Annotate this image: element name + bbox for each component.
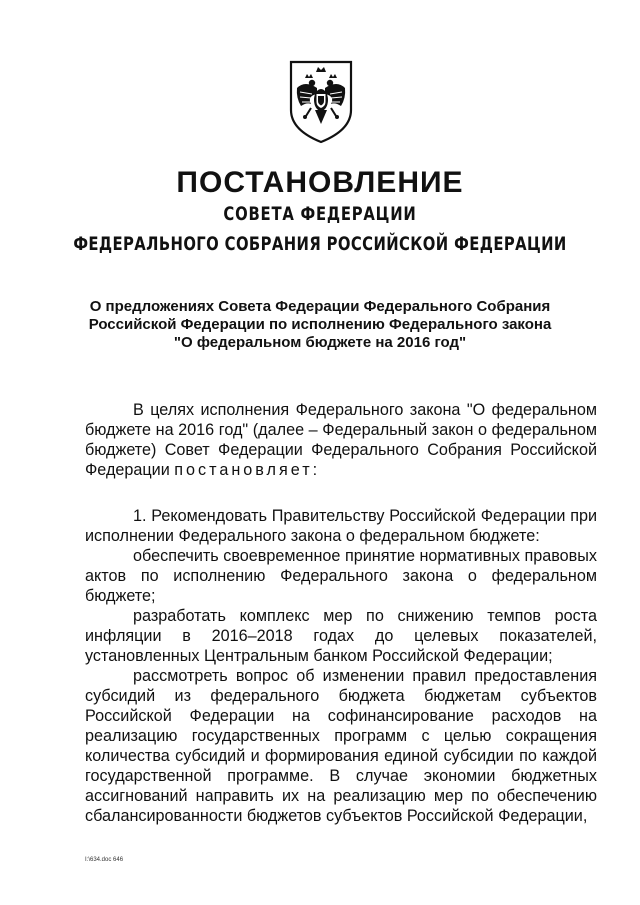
document-subtitle-line-2: ФЕДЕРАЛЬНОГО СОБРАНИЯ РОССИЙСКОЙ ФЕДЕРАЦИИ	[73, 233, 567, 255]
document-title: ПОСТАНОВЛЕНИЕ	[176, 166, 464, 199]
paragraph-2: обеспечить своевременное принятие нормативных правовых актов по исполнению Федерального закона о федеральном бюджете;	[85, 547, 597, 605]
intro-paragraph	[85, 400, 597, 480]
heading-line-1: О предложениях Совета Федерации Федерального Собрания	[89, 298, 551, 315]
intro-text: В целях исполнения Федерального закона "О федеральном бюджете на 2016 год" (далее – Федеральный закон о федеральном бюджете) Совет Федерации Федерального Собрания Российской Федерации	[85, 401, 597, 479]
document-body	[85, 400, 597, 826]
paragraph-1: 1. Рекомендовать Правительству Российской Федерации при исполнении Федерального закона о федеральном бюджете:	[85, 507, 597, 545]
file-reference-footer: I:\634.doc 646	[85, 857, 124, 863]
document-subtitle-line-1: СОВЕТА ФЕДЕРАЦИИ	[223, 203, 417, 225]
paragraph-4: рассмотреть вопрос об изменении правил предоставления субсидий из федерального бюджета бюджетам субъектов Российской Федерации на софинансирование расходов на реализацию государственных программ с целью сокращения количества субсидий и формирования единой субсидии по каждой государственной программе. В случае экономии бюджетных ассигнований направить их на реализацию мер по обеспечению сбалансированности бюджетов субъектов Российской Федерации,	[85, 667, 597, 825]
heading-line-2: Российской Федерации по исполнению Федерального закона	[88, 316, 552, 333]
paragraph-3: разработать комплекс мер по снижению темпов роста инфляции в 2016–2018 годах до целевых показателей, установленных Центральным банком Российской Федерации;	[85, 607, 597, 665]
coat-of-arms-emblem	[287, 58, 355, 144]
heading-line-3: "О федеральном бюджете на 2016 год"	[173, 334, 467, 351]
intro-decree-word: постановляет:	[174, 461, 321, 479]
resolution-heading	[60, 298, 580, 352]
